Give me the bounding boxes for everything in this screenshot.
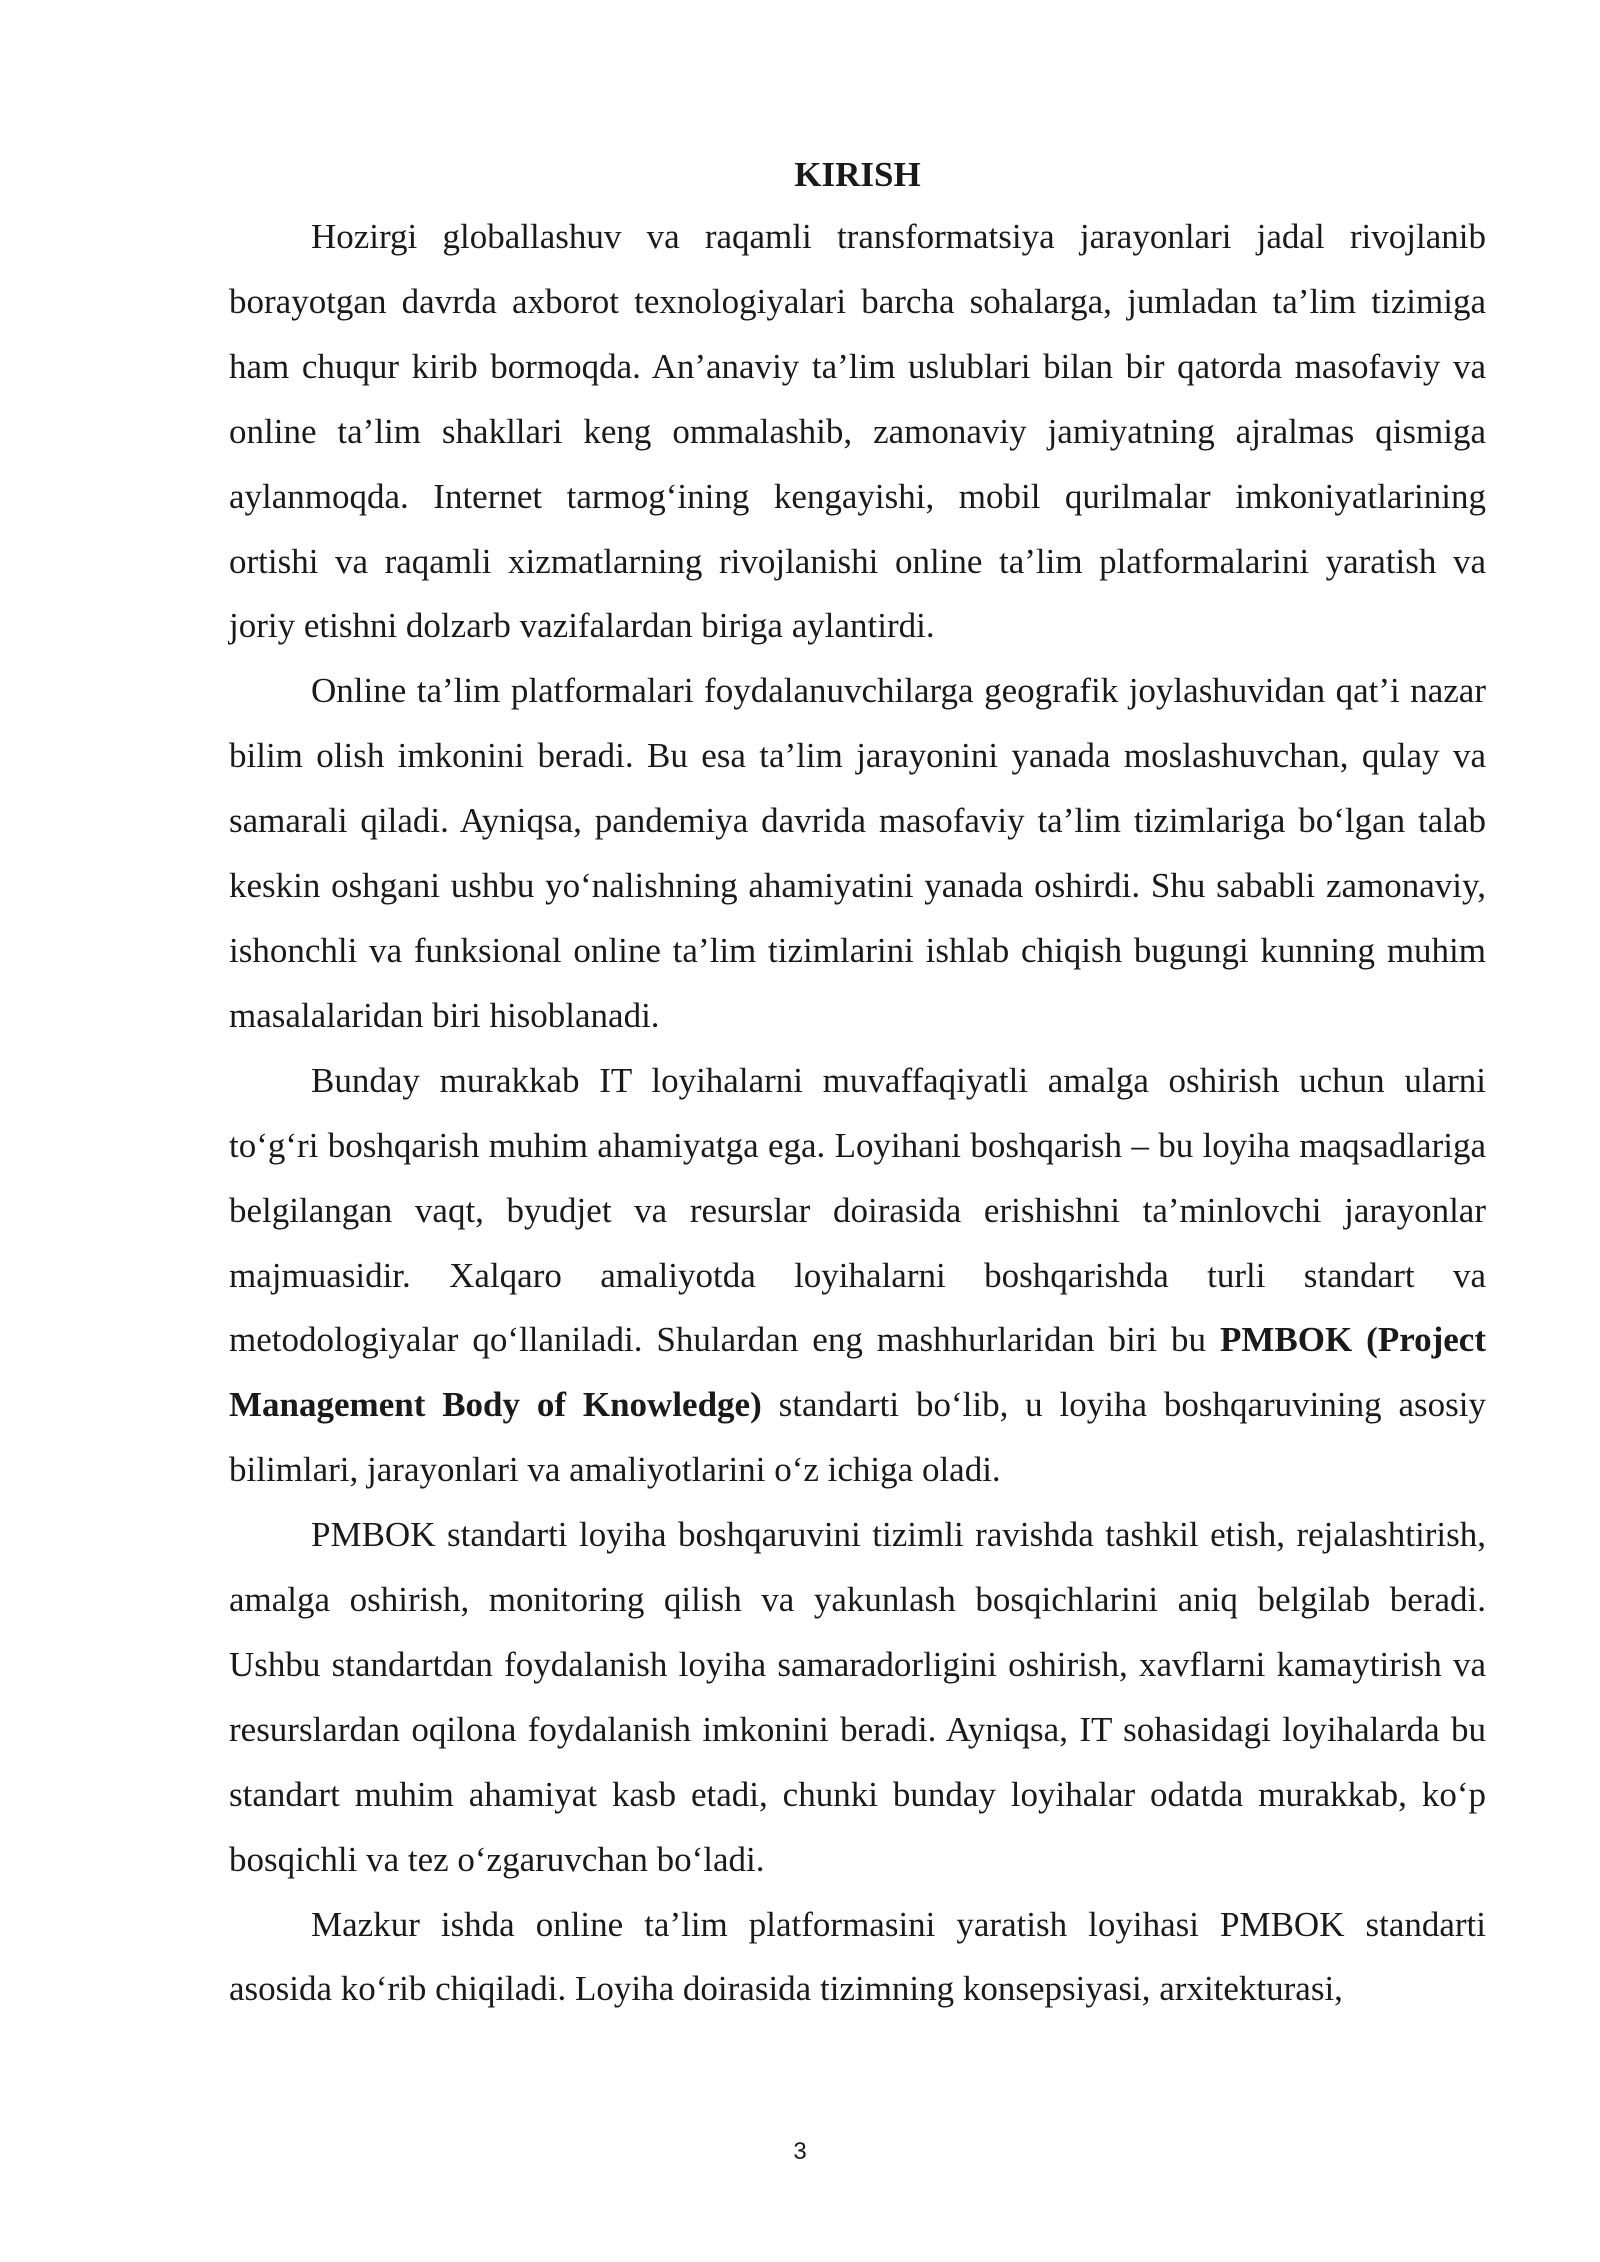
- paragraph-3-text-end: standarti bo‘lib, u loyiha boshqaruvining asosiy bilimlari, jarayonlari va amaliyotlarini o‘z ichiga oladi.: [229, 1385, 1486, 1490]
- paragraph-3: [229, 1049, 1486, 1503]
- paragraph-3-text-start: Bunday murakkab IT loyihalarni muvaffaqiyatli amalga oshirish uchun ularni to‘g‘ri boshqarish muhim ahamiyatga ega. Loyihani boshqarish – bu loyiha maqsadlariga belgilangan vaqt, byudjet va resurslar doirasida erishishni ta’minlovchi jarayonlar majmuasidir. Xalqaro amaliyotda loyihalarni boshqarishda turli standart va metodologiyalar qo‘llaniladi. Shulardan eng mashhurlaridan biri bu: [229, 1060, 1486, 1360]
- paragraph-1: Hozirgi globallashuv va raqamli transformatsiya jarayonlari jadal rivojlanib borayotgan davrda axborot texnologiyalari barcha sohalarga, jumladan ta’lim tizimiga ham chuqur kirib bormoqda. An’anaviy ta’lim uslublari bilan bir qatorda masofaviy va online ta’lim shakllari keng ommalashib, zamonaviy jamiyatning ajralmas qismiga aylanmoqda. Internet tarmog‘ining kengayishi, mobil qurilmalar imkoniyatlarining ortishi va raqamli xizmatlarning rivojlanishi online ta’lim platformalarini yaratish va joriy etishni dolzarb vazifalardan biriga aylantirdi.: [229, 217, 1486, 646]
- page-number: 3: [793, 2138, 807, 2165]
- section-heading: KIRISH: [794, 155, 921, 194]
- pmbok-bold-term: PMBOK (Project Management Body of Knowledge): [229, 1320, 1486, 1425]
- paragraph-5: Mazkur ishda online ta’lim platformasini yaratish loyihasi PMBOK standarti asosida ko‘rib chiqiladi. Loyiha doirasida tizimning konsepsiyasi, arxitekturasi,: [229, 1904, 1486, 2009]
- paragraph-4: PMBOK standarti loyiha boshqaruvini tizimli ravishda tashkil etish, rejalashtirish, amalga oshirish, monitoring qilish va yakunlash bosqichlarini aniq belgilab beradi. Ushbu standartdan foydalanish loyiha samaradorligini oshirish, xavflarni kamaytirish va resurslardan oqilona foydalanish imkonini beradi. Ayniqsa, IT sohasidagi loyihalarda bu standart muhim ahamiyat kasb etadi, chunki bunday loyihalar odatda murakkab, ko‘p bosqichli va tez o‘zgaruvchan bo‘ladi.: [229, 1515, 1486, 1879]
- document-body: [229, 145, 1486, 2022]
- paragraph-2: Online ta’lim platformalari foydalanuvchilarga geografik joylashuvidan qat’i nazar bilim olish imkonini beradi. Bu esa ta’lim jarayonini yanada moslashuvchan, qulay va samarali qiladi. Ayniqsa, pandemiya davrida masofaviy ta’lim tizimlariga bo‘lgan talab keskin oshgani ushbu yo‘nalishning ahamiyatini yanada oshirdi. Shu sababli zamonaviy, ishonchli va funksional online ta’lim tizimlarini ishlab chiqish bugungi kunning muhim masalalaridan biri hisoblanadi.: [229, 671, 1486, 1035]
